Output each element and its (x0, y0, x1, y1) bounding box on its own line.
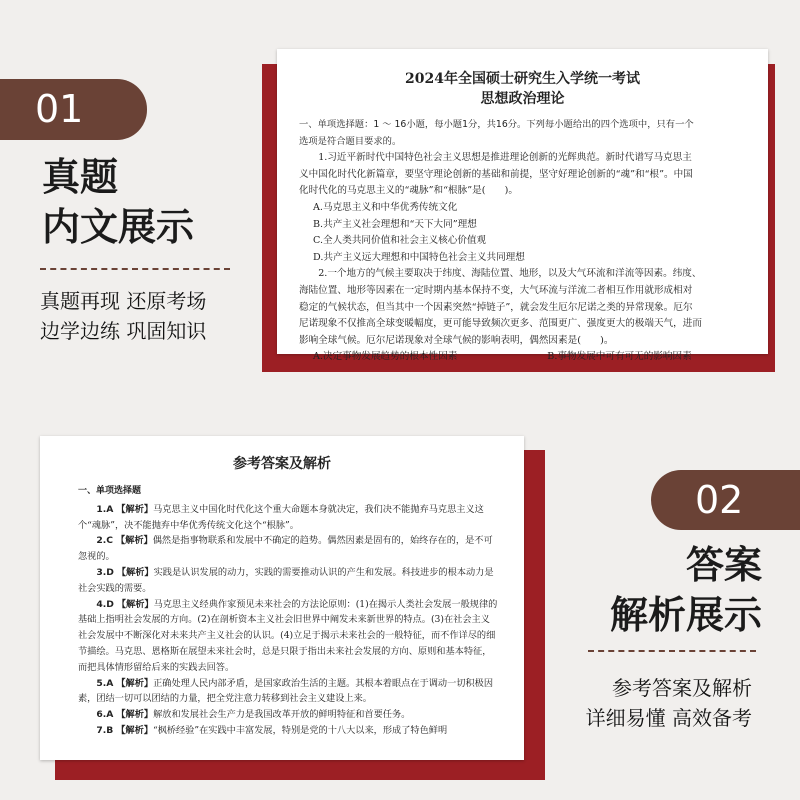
answer-choice: C (106, 535, 114, 547)
analysis-tag: 【解析】 (116, 724, 153, 736)
question-2-options-cut: A.决定事物发展趋势的根本性因素 B.事物发展中可有可无的影响因素 (313, 351, 692, 363)
answer-text: 马克思主义中国化时代化这个重大命题本身就决定，我们决不能抛弃马克思主义这个“魂脉”，决不能抛弃中华优秀传统文化这个“根脉”。 (78, 503, 484, 531)
answer-text: “枫桥经验”在实践中丰富发展，特别是党的十八大以来，形成了特色鲜明 (152, 724, 448, 736)
section-subtitle-1: 真题再现 还原考场 边学边练 巩固知识 (40, 289, 207, 343)
answer-choice: D (106, 566, 114, 578)
answer-number: 6. (96, 709, 107, 721)
answer-page-preview (40, 436, 524, 760)
answer-choice: D (106, 598, 114, 610)
answer-choice: A (106, 709, 114, 721)
dashed-divider (588, 650, 756, 652)
option-c: C.全人类共同价值和社会主义核心价值观 (313, 235, 487, 247)
answer-section-heading: 一、单项选择题 (78, 486, 142, 496)
section-number-02: 02 (651, 470, 800, 530)
option-d: D.共产主义远大理想和中国特色社会主义共同理想 (313, 251, 525, 263)
answer-number: 5. (96, 677, 107, 689)
answer-body (40, 474, 524, 739)
exam-page-preview (277, 49, 768, 363)
analysis-tag: 【解析】 (116, 677, 154, 689)
answer-text: 正确处理人民内部矛盾，是国家政治生活的主题。其根本着眼点在于调动一切积极因素，团结一切可以团结的力量，把全党注意力转移到社会主义建设上来。 (78, 677, 494, 705)
section-subtitle-2: 参考答案及解析 详细易懂 高效备考 (585, 676, 752, 730)
option-a: A.马克思主义和中华优秀传统文化 (313, 201, 458, 213)
option-b: B.共产主义社会理想和“天下大同”理想 (313, 218, 477, 230)
answer-item (78, 597, 498, 676)
question-2: 2.一个地方的气候主要取决于纬度、海陆位置、地形，以及大气环流和洋流等因素。纬度、 海陆位置、地形等因素在一定时期内基本保持不变，大气环流与洋流二者相互作用就形成相对 稳定的气候状态，但当其中一个因素突然“掉链子”，就会发生厄尔尼诺之类的异常现象。厄尔 尼诺现象不仅推高全球变暖幅度，更可能导致频次更多、范围更广、强度更大的极端天气，进而 影响全球气候。厄尔尼诺现象对全球气候的影响表明，偶然因素是( )。 A.决定事物发展趋势的根本性因素 B.事物发展中可有可无的影响因素 (299, 266, 746, 366)
answer-title: 参考答案及解析 (233, 456, 331, 472)
section-heading-1: 真题 内文展示 (42, 154, 195, 249)
answer-item (78, 502, 498, 534)
exam-section-heading: 一、单项选择题：1 ～ 16小题，每小题1分，共16分。下列每小题给出的四个选项中，只有一个 选项是符合题目要求的。 (299, 119, 694, 147)
answer-text: 马克思主义经典作家预见未来社会的方法论原则：(1)在揭示人类社会发展一般规律的基础上指明社会发展的方向。(2)在剖析资本主义社会旧世界中阐发未来新世界的特点。(3)在社会主义社会发展中不断深化对未来共产主义社会的认识。(4)立足于揭示未来社会的一般特征，而不作详尽的细节描绘。马克思、恩格斯在展望未来社会时，总是只限于指出未来社会发展的方向、原则和基本特征，而把具体情形留给后来的实践去回答。 (78, 598, 498, 673)
analysis-tag: 【解析】 (115, 535, 153, 547)
answer-text: 解放和发展社会生产力是我国改革开放的鲜明特征和首要任务。 (153, 709, 411, 721)
answer-choice: A (106, 503, 114, 515)
answer-text: 实践是认识发展的动力，实践的需要推动认识的产生和发展。科技进步的根本动力是社会实践的需要。 (78, 566, 494, 594)
answer-item (78, 565, 498, 597)
analysis-tag: 【解析】 (116, 503, 154, 515)
answer-list (78, 502, 498, 739)
answer-item (78, 707, 498, 723)
section-number-01: 01 (0, 79, 147, 140)
dashed-divider (40, 268, 230, 270)
answer-number: 7. (96, 724, 107, 736)
answer-item (78, 533, 498, 565)
question-1: 1.习近平新时代中国特色社会主义思想是推进理论创新的光辉典范。新时代谱写马克思主 义中国化时代化新篇章，要坚守理论创新的基础和前提，坚守好理论创新的“魂”和“根”。中国 化时代化的马克思主义的“魂脉”和“根脉”是( )。 A.马克思主义和中华优秀传统文化 B.共产主义社会理想和“天下大同”理想 C.全人类共同价值和社会主义核心价值观 D.共产主义远大理想和中国特色社会主义共同理想 (299, 150, 746, 266)
answer-item (78, 723, 498, 739)
exam-title: 2024年全国硕士研究生入学统一考试 思想政治理论 (405, 71, 640, 107)
answer-number: 3. (96, 566, 107, 578)
answer-number: 1. (96, 503, 107, 515)
analysis-tag: 【解析】 (116, 566, 154, 578)
analysis-tag: 【解析】 (116, 598, 154, 610)
analysis-tag: 【解析】 (116, 709, 154, 721)
answer-number: 2. (96, 535, 107, 547)
answer-number: 4. (96, 598, 107, 610)
exam-body (277, 109, 768, 366)
section-heading-2: 答案 解析展示 (609, 542, 762, 637)
answer-text: 偶然是指事物联系和发展中不确定的趋势。偶然因素是固有的，始终存在的，是不可忽视的。 (78, 535, 493, 563)
answer-choice: B (106, 724, 114, 736)
answer-choice: A (106, 677, 114, 689)
answer-item (78, 676, 498, 708)
